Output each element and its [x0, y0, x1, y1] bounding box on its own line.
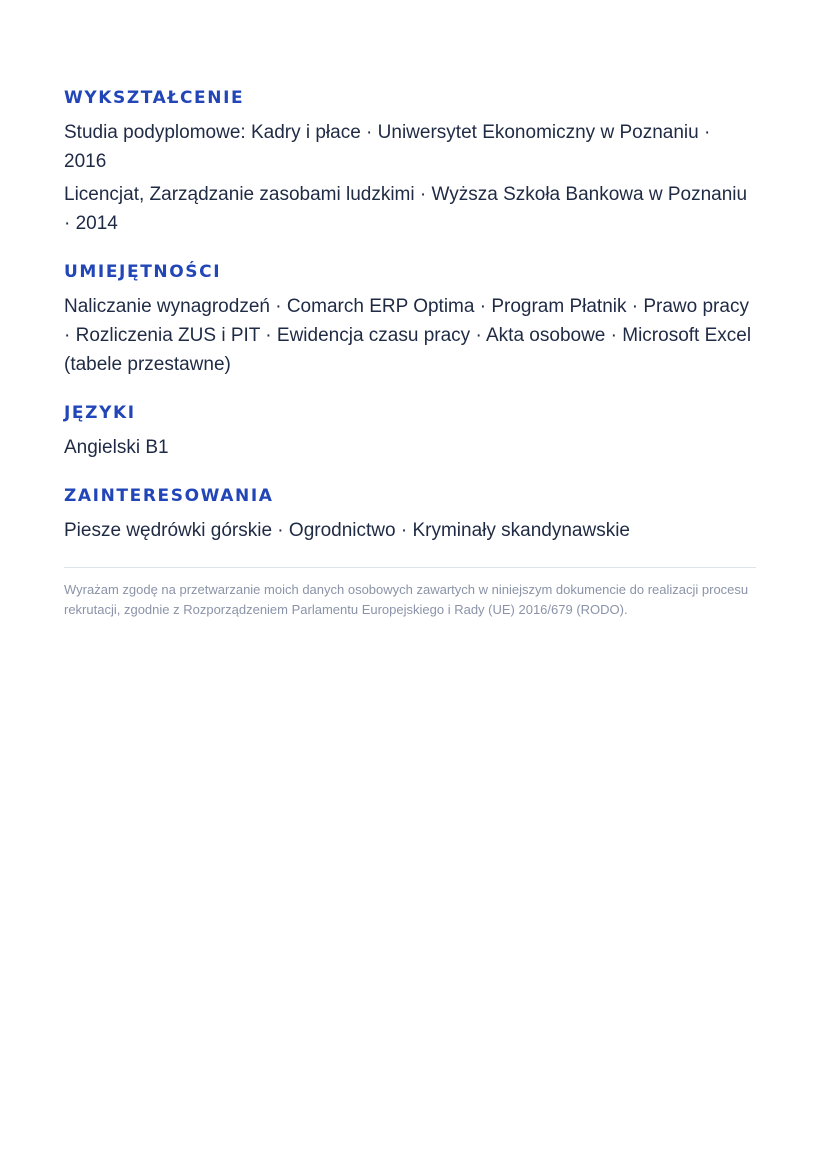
gdpr-consent-clause: Wyrażam zgodę na przetwarzanie moich danych osobowych zawartych w niniejszym dokumencie do realizacji procesu rekrutacji, zgodnie z Rozporządzeniem Parlamentu Europejskiego i Rady (UE) 2016/679 (RODO). — [64, 582, 749, 617]
languages-heading: JĘZYKI — [64, 403, 136, 423]
interests-list: Piesze wędrówki górskie · Ogrodnictwo · Kryminały skandynawskie — [64, 520, 630, 541]
skills-list: Naliczanie wynagrodzeń · Comarch ERP Optima · Program Płatnik · Prawo pracy · Rozliczenia ZUS i PIT · Ewidencja czasu pracy · Akta osobowe · Microsoft Excel (tabele przestawne) — [64, 296, 752, 375]
skills-section — [64, 260, 756, 379]
divider — [64, 567, 756, 568]
education-section — [64, 86, 756, 238]
education-entry: Studia podyplomowe: Kadry i płace · Uniwersytet Ekonomiczny w Poznaniu · 2016 — [64, 122, 711, 172]
interests-section — [64, 484, 756, 545]
languages-section — [64, 401, 756, 462]
education-heading: WYKSZTAŁCENIE — [64, 88, 245, 108]
education-entry: Licencjat, Zarządzanie zasobami ludzkimi · Wyższa Szkoła Bankowa w Poznaniu · 2014 — [64, 184, 748, 234]
languages-list: Angielski B1 — [64, 437, 169, 458]
skills-heading: UMIEJĘTNOŚCI — [64, 262, 222, 282]
interests-heading: ZAINTERESOWANIA — [64, 486, 274, 506]
